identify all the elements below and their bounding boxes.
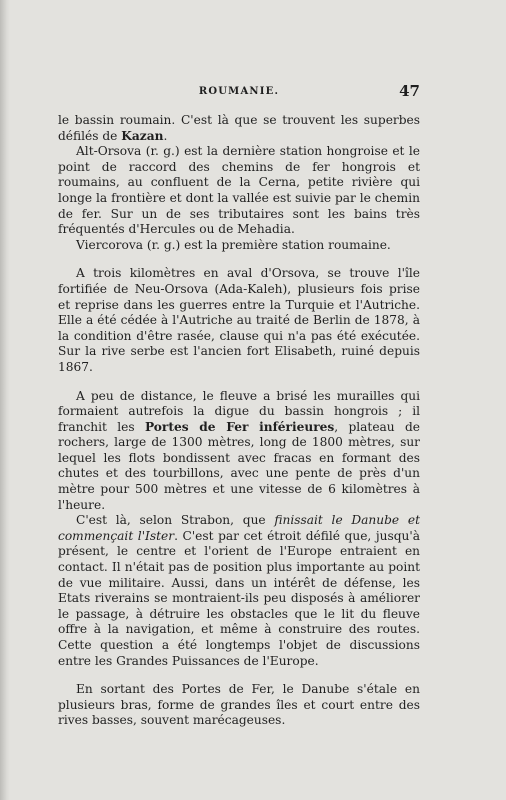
paragraph-strabon [58, 513, 420, 669]
page-edge-shadow [0, 0, 10, 800]
paragraph-danube-bras: En sortant des Portes de Fer, le Danube s'étale en plusieurs bras, forme de grandes îles et court entre des rives basses, souvent marécageuses. [58, 682, 420, 728]
book-page [58, 82, 420, 729]
place-name-kazan: Kazan [121, 128, 164, 143]
page-number: 47 [399, 82, 420, 100]
text-run: le bassin roumain. C'est là que se trouvent les superbes défilés de [58, 113, 420, 143]
text-run: A peu de distance, le fleuve a brisé les murailles qui formaient autrefois la digue du bassin hongrois ; il franchit les [58, 388, 420, 434]
text-run: . [163, 128, 168, 143]
text-run: , plateau de rochers, large de 1300 mètres, long de 1800 mètres, sur lequel les flots bondissent avec fracas en formant des chutes et des tourbillons, avec une pente de près d'un mètre pour 500 mètres et une vitesse de 6 kilomètres à l'heure. [58, 419, 420, 512]
place-name-portes-de-fer: Portes de Fer inférieures [144, 419, 335, 434]
running-header [58, 82, 420, 104]
paragraph-kazan [58, 113, 420, 144]
paragraph-alt-orsova: Alt-Orsova (r. g.) est la dernière station hongroise et le point de raccord des chemins de fer hongrois et roumains, au confluent de la Cerna, petite rivière qui longe la frontière et dont la vallée est suivie par le chemin de fer. Sur un de ses tributaires sont les bains très fréquentés d'Hercules ou de Mehadia. [58, 144, 420, 237]
paragraph-portes-de-fer [58, 389, 420, 514]
paragraph-viercorova: Viercorova (r. g.) est la première station roumaine. [76, 237, 391, 252]
paragraph-neu-orsova: A trois kilomètres en aval d'Orsova, se trouve l'île fortifiée de Neu-Orsova (Ada-Kaleh), plusieurs fois prise et reprise dans les guerres entre la Turquie et l'Autriche. Elle a été cédée à l'Autriche au traité de Berlin de 1878, à la condition d'être rasée, clause qui n'a pas été exécutée. Sur la rive serbe est l'ancien fort Elisabeth, ruiné depuis 1867. [58, 266, 420, 374]
strabon-quote: finissait le Danube et commençait l'Ister [58, 513, 420, 543]
running-title: ROUMANIE. [198, 86, 280, 97]
text-run: . C'est par cet étroit défilé que, jusqu'à présent, le centre et l'orient de l'Europe entraient en contact. Il n'était pas de position plus importante au point de vue militaire. Aussi, dans un intérêt de défense, les Etats riverains se montraient-ils peu disposés à améliorer le passage, à détruire les obstacles que le lit du fleuve offre à la navigation, et même à construire des routes. Cette question a été longtemps l'objet de discussions entre les Grandes Puissances de l'Europe. [58, 528, 421, 668]
text-run: C'est là, selon Strabon, que [76, 513, 275, 528]
